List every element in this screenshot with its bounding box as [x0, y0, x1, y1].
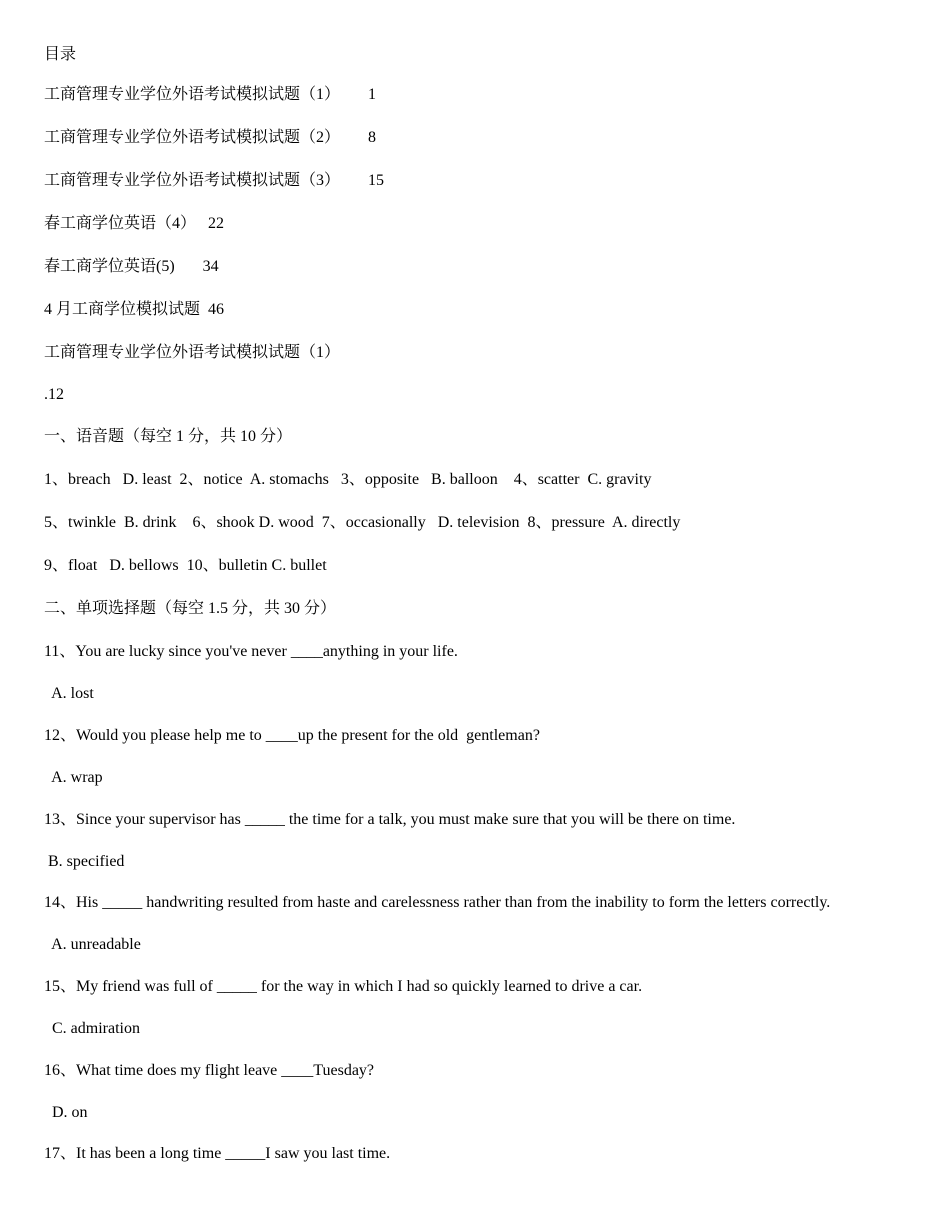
exam-title: 工商管理专业学位外语考试模拟试题（1） [44, 344, 341, 361]
question-text: 13、Since your supervisor has _____ the time for a talk, you must make sure that you will be there on time. [44, 811, 736, 828]
toc-heading: 目录 [44, 46, 77, 63]
answer-text: A. unreadable [44, 936, 141, 953]
answer-line: 9、float D. bellows 10、bulletin C. bullet [44, 557, 327, 574]
exam-date: .12 [44, 386, 64, 403]
toc-entry: 工商管理专业学位外语考试模拟试题（3） 15 [44, 172, 385, 189]
answer-text: D. on [44, 1104, 88, 1121]
question-text: 11、You are lucky since you've never ____anything in your life. [44, 643, 458, 660]
answer-text: C. admiration [44, 1020, 140, 1037]
section-heading: 一、语音题（每空 1 分，共 10 分） [44, 428, 293, 445]
answer-line: 1、breach D. least 2、notice A. stomachs 3、opposite B. balloon 4、scatter C. gravity [44, 471, 652, 488]
toc-entry: 春工商学位英语（4） 22 [44, 215, 225, 232]
toc-entry: 工商管理专业学位外语考试模拟试题（2） 8 [44, 129, 377, 146]
question-text: 16、What time does my flight leave ____Tuesday? [44, 1062, 375, 1079]
answer-text: A. wrap [44, 769, 103, 786]
answer-text: B. specified [44, 853, 125, 870]
question-text: 14、His _____ handwriting resulted from haste and carelessness rather than from the inability to form the letters correctly. [44, 894, 831, 911]
question-text: 12、Would you please help me to ____up the present for the old gentleman? [44, 727, 540, 744]
section-heading: 二、单项选择题（每空 1.5 分，共 30 分） [44, 600, 337, 617]
toc-entry: 工商管理专业学位外语考试模拟试题（1） 1 [44, 86, 377, 103]
toc-entry: 4 月工商学位模拟试题 46 [44, 301, 225, 318]
question-text: 17、It has been a long time _____I saw you last time. [44, 1145, 391, 1162]
question-text: 15、My friend was full of _____ for the way in which I had so quickly learned to drive a car. [44, 978, 643, 995]
toc-entry: 春工商学位英语(5) 34 [44, 258, 219, 275]
answer-text: A. lost [44, 685, 94, 702]
answer-line: 5、twinkle B. drink 6、shook D. wood 7、occasionally D. television 8、pressure A. directly [44, 514, 681, 531]
